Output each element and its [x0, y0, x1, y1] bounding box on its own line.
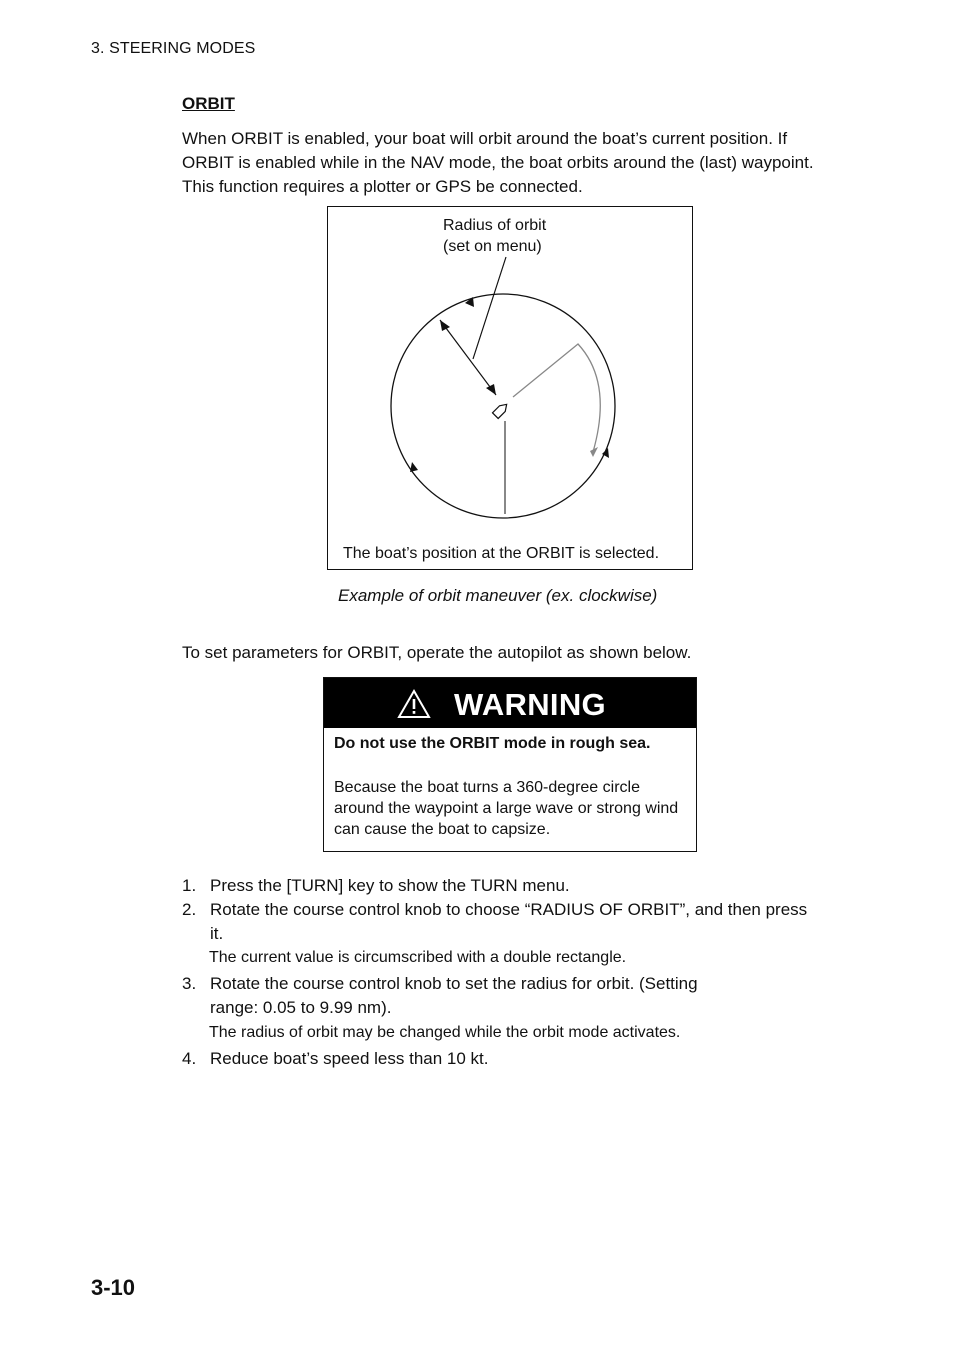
warning-headline: Do not use the ORBIT mode in rough sea.	[334, 735, 651, 752]
radius-label	[443, 215, 546, 257]
step-text: Press the [TURN] key to show the TURN menu.	[210, 876, 570, 895]
arrowhead-icon	[410, 462, 418, 472]
orbit-diagram	[328, 207, 694, 571]
warning-header	[324, 678, 696, 728]
step-note: The radius of orbit may be changed while the orbit mode activates.	[209, 1024, 681, 1041]
step-number: 2.	[182, 900, 197, 919]
arrowhead-icon	[440, 320, 450, 331]
radius-label-line2: (set on menu)	[443, 238, 542, 255]
step-text: Reduce boat’s speed less than 10 kt.	[210, 1049, 489, 1068]
boat-icon	[493, 402, 510, 419]
arrowhead-icon	[486, 384, 496, 395]
instructions-intro: To set parameters for ORBIT, operate the autopilot as shown below.	[182, 643, 692, 662]
intro-paragraph: When ORBIT is enabled, your boat will orbit around the boat’s current position. If ORBIT is enabled while in the NAV mode, the boat orbits around the (last) waypoint. This function requires a plotter or GPS be connected.	[182, 129, 814, 196]
warning-box	[323, 677, 697, 852]
warning-triangle-icon	[397, 689, 431, 719]
leader-line	[473, 257, 506, 359]
warning-body: Because the boat turns a 360-degree circle around the waypoint a large wave or strong wind can cause the boat to capsize.	[334, 779, 679, 838]
position-label: The boat’s position at the ORBIT is selected.	[343, 545, 660, 562]
figure-caption: Example of orbit maneuver (ex. clockwise)	[338, 586, 658, 605]
step-text: Rotate the course control knob to choose “RADIUS OF ORBIT”, and then press it.	[210, 900, 808, 943]
step-note: The current value is circumscribed with a double rectangle.	[209, 949, 627, 966]
step-number: 1.	[182, 876, 197, 895]
orbit-figure	[327, 206, 693, 570]
page-number: 3-10	[91, 1275, 136, 1300]
turn-path	[513, 344, 600, 452]
step-number: 4.	[182, 1049, 197, 1068]
warning-title: WARNING	[454, 687, 606, 722]
section-title: ORBIT	[182, 94, 235, 113]
step-number: 3.	[182, 974, 197, 993]
radius-label-line1: Radius of orbit	[443, 217, 547, 234]
radius-line	[440, 320, 496, 395]
chapter-header: 3. STEERING MODES	[91, 40, 256, 57]
step-text: Rotate the course control knob to set the radius for orbit. (Setting range: 0.05 to 9.99 nm).	[210, 974, 698, 1017]
